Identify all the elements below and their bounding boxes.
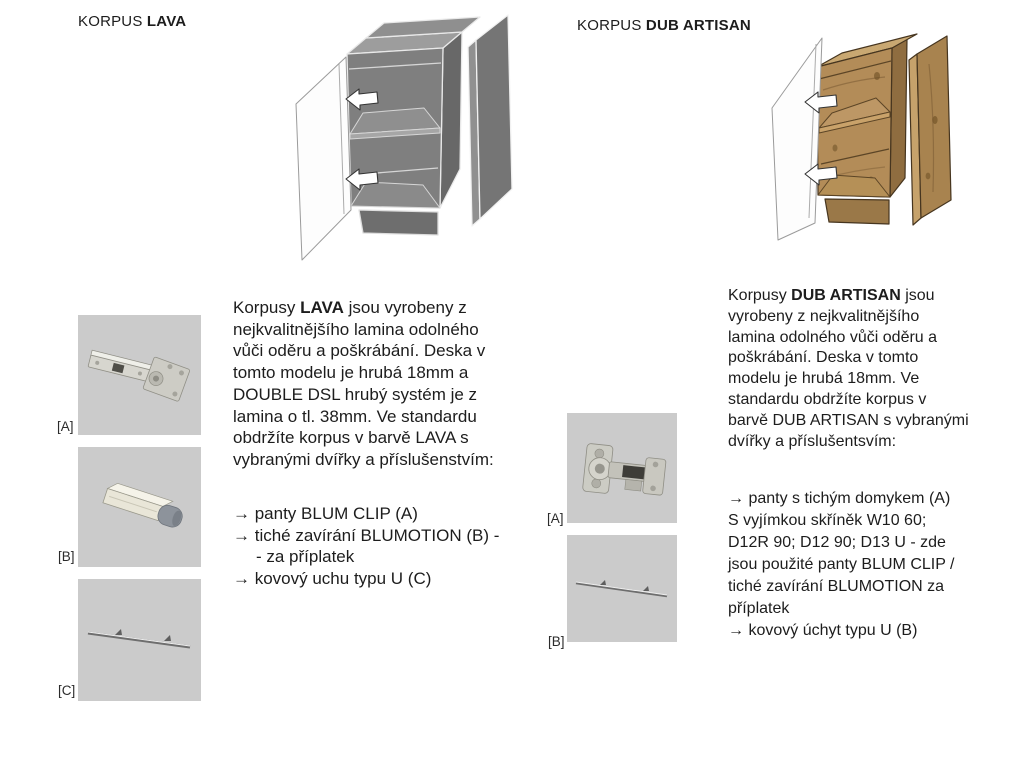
left-paragraph: [233, 297, 494, 471]
lava-cabinet-illustration: [288, 4, 516, 266]
bullet-line: → panty BLUM CLIP (A): [233, 504, 418, 523]
left-title-prefix: KORPUS: [78, 13, 147, 30]
bullet-line: - za příplatek: [256, 547, 355, 567]
right-bullet-list: [728, 488, 955, 642]
bullet-line: → kovový uchu typu U (C): [233, 569, 432, 589]
right-title: [577, 17, 751, 34]
blum-clip-hinge-image: [78, 315, 201, 435]
label-left-c: [C]: [58, 683, 76, 698]
right-title-bold: DUB ARTISAN: [645, 17, 751, 34]
soft-close-hinge-image: [567, 413, 677, 523]
text-segment: jsou vyrobeny z: [343, 298, 467, 317]
text-line: barvě DUB ARTISAN s vybranými: [728, 411, 969, 429]
label-left-a: [A]: [57, 419, 74, 434]
bullet-line: příplatek: [728, 600, 790, 617]
text-segment-bold: LAVA: [300, 298, 344, 317]
text-line: poškrábání. Deska v tomto: [728, 349, 919, 367]
text-line: vůči oděru a poškrábání. Deska v: [233, 341, 486, 361]
label-right-a: [A]: [547, 511, 564, 526]
text-line: lamina o tl. 38mm. Ve standardu: [233, 406, 477, 426]
text-segment: jsou: [900, 287, 935, 304]
dub-artisan-cabinet-illustration: [765, 28, 985, 243]
left-bullet-list: [233, 503, 499, 590]
text-line: standardu obdržíte korpus v: [728, 390, 927, 408]
blumotion-damper-image: [78, 447, 201, 567]
photo-soft-close-hinge: [567, 413, 677, 523]
photo-blum-clip-hinge: [78, 315, 201, 435]
right-title-prefix: KORPUS: [577, 17, 646, 34]
bullet-line: tiché zavírání BLUMOTION za: [728, 578, 945, 595]
bullet-line: → tiché zavírání BLUMOTION (B) -: [233, 525, 500, 545]
left-title-bold: LAVA: [146, 13, 187, 30]
label-left-b: [B]: [58, 549, 75, 564]
text-line: DOUBLE DSL hrubý systém je z: [233, 384, 478, 404]
text-segment: Korpusy: [233, 298, 301, 317]
label-right-b: [B]: [548, 634, 565, 649]
text-line: vybranými dvířky a příslušenstvím:: [233, 449, 494, 469]
text-segment: Korpusy: [728, 287, 792, 304]
text-line: vyrobeny z nejkvalitnějšího: [728, 307, 920, 325]
photo-u-handle: [78, 579, 201, 701]
text-line: obdržíte korpus v barvě LAVA s: [233, 428, 469, 448]
left-title: [78, 13, 186, 30]
photo-blumotion-damper: [78, 447, 201, 567]
text-line: modelu je hrubá 18mm. Ve: [728, 370, 920, 388]
text-line: [233, 297, 494, 319]
bullet-line: D12R 90; D12 90; D13 U - zde: [728, 534, 946, 551]
text-line: dvířky a příslušentsvím:: [728, 432, 897, 450]
text-line: [728, 286, 969, 307]
text-line: lamina odolného vůči oděru a: [728, 328, 938, 346]
bullet-line: S vyjímkou skříněk W10 60;: [728, 512, 927, 529]
u-handle-image: [78, 579, 201, 701]
text-line: tomto modelu je hrubá 18mm a: [233, 363, 469, 383]
bullet-line: jsou použité panty BLUM CLIP /: [728, 556, 955, 573]
bullet-line: → panty s tichým domykem (A): [728, 490, 951, 507]
right-paragraph: [728, 286, 969, 452]
text-line: nejkvalitnějšího lamina odolného: [233, 319, 479, 339]
text-segment-bold: DUB ARTISAN: [791, 287, 901, 304]
u-handle-image-right: [567, 535, 677, 642]
bullet-line: → kovový úchyt typu U (B): [728, 622, 918, 639]
photo-u-handle-right: [567, 535, 677, 642]
